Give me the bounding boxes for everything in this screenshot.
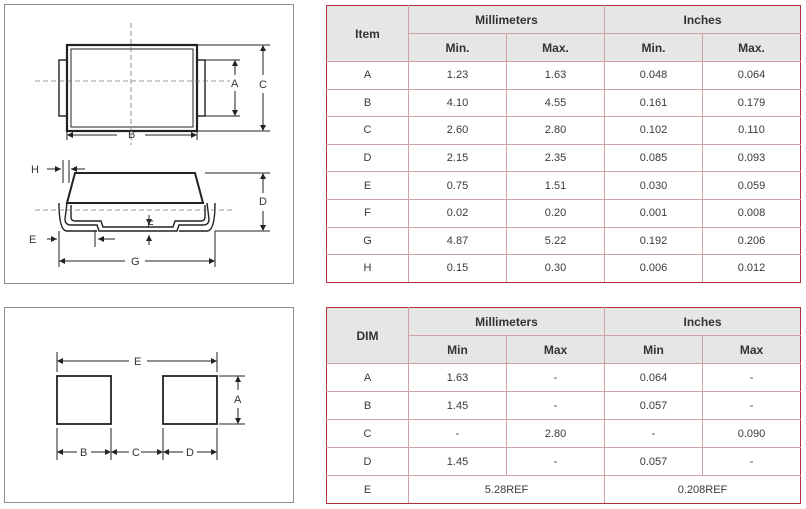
row-dim-cell: H xyxy=(327,255,409,283)
row-value-cell: 0.048 xyxy=(605,62,703,90)
row-value-cell: 2.15 xyxy=(409,144,507,172)
row-value-cell: 0.030 xyxy=(605,172,703,200)
row-value-cell: 0.102 xyxy=(605,117,703,145)
table-row xyxy=(327,144,801,172)
row-dim-cell: C xyxy=(327,117,409,145)
table-row xyxy=(327,364,801,392)
pad-label-a: A xyxy=(234,394,242,406)
row-value-cell: 2.80 xyxy=(507,117,605,145)
pad-layout-drawing xyxy=(4,307,294,503)
table-row xyxy=(327,255,801,283)
row-value-cell: 0.090 xyxy=(703,420,801,448)
dim-label-d: D xyxy=(259,196,267,208)
row-value-cell: - xyxy=(507,392,605,420)
row-value-cell: 2.60 xyxy=(409,117,507,145)
row-dim-cell: F xyxy=(327,199,409,227)
dim-label-c: C xyxy=(259,79,267,91)
row-value-cell: - xyxy=(409,420,507,448)
row-value-cell: 0.161 xyxy=(605,89,703,117)
row-value-cell: 1.51 xyxy=(507,172,605,200)
row-value-cell: 0.093 xyxy=(703,144,801,172)
dim-label-f: F xyxy=(147,219,154,231)
row-value-cell: 0.064 xyxy=(605,364,703,392)
package-outline-drawing xyxy=(4,4,294,284)
row-value-cell: 0.206 xyxy=(703,227,801,255)
row-value-cell: 0.057 xyxy=(605,448,703,476)
row-dim-cell: G xyxy=(327,227,409,255)
row-value-cell: 4.55 xyxy=(507,89,605,117)
row-value-cell: 1.45 xyxy=(409,448,507,476)
ref-row-in: 0.208REF xyxy=(605,476,801,504)
row-value-cell: 0.057 xyxy=(605,392,703,420)
row-value-cell: 0.008 xyxy=(703,199,801,227)
row-value-cell: - xyxy=(507,364,605,392)
row-value-cell: - xyxy=(703,364,801,392)
table-row xyxy=(327,392,801,420)
row-value-cell: 1.63 xyxy=(507,62,605,90)
row-value-cell: 0.30 xyxy=(507,255,605,283)
pad-label-d: D xyxy=(186,447,194,459)
in-max-header: Max. xyxy=(703,34,801,62)
row-dim-cell: A xyxy=(327,62,409,90)
row-value-cell: 0.15 xyxy=(409,255,507,283)
package-dimensions-table xyxy=(326,5,801,283)
millimeters-header-2: Millimeters xyxy=(409,308,605,336)
row-value-cell: 2.80 xyxy=(507,420,605,448)
mm-min-header-2: Min xyxy=(409,336,507,364)
row-value-cell: 0.02 xyxy=(409,199,507,227)
table-row xyxy=(327,420,801,448)
row-value-cell: 1.45 xyxy=(409,392,507,420)
row-value-cell: 4.87 xyxy=(409,227,507,255)
item-header: Item xyxy=(327,6,409,62)
table-row xyxy=(327,62,801,90)
millimeters-header: Millimeters xyxy=(409,6,605,34)
in-min-header: Min. xyxy=(605,34,703,62)
row-value-cell: 0.179 xyxy=(703,89,801,117)
row-dim-cell: C xyxy=(327,420,409,448)
row-dim-cell: E xyxy=(327,172,409,200)
in-min-header-2: Min xyxy=(605,336,703,364)
package-dimensions-body xyxy=(327,62,801,283)
table-row xyxy=(327,117,801,145)
pad-label-e: E xyxy=(134,356,142,368)
table-row xyxy=(327,172,801,200)
mm-max-header-2: Max xyxy=(507,336,605,364)
row-value-cell: 0.20 xyxy=(507,199,605,227)
row-value-cell: 0.75 xyxy=(409,172,507,200)
row-value-cell: 0.001 xyxy=(605,199,703,227)
row-dim-cell: D xyxy=(327,144,409,172)
row-value-cell: 1.23 xyxy=(409,62,507,90)
dim-label-b: B xyxy=(128,129,136,141)
in-max-header-2: Max xyxy=(703,336,801,364)
table-row xyxy=(327,89,801,117)
row-dim-cell: B xyxy=(327,392,409,420)
dim-label-h: H xyxy=(31,164,39,176)
package-outline-svg xyxy=(5,5,295,285)
row-value-cell: 0.059 xyxy=(703,172,801,200)
table-row xyxy=(327,448,801,476)
mm-max-header: Max. xyxy=(507,34,605,62)
dim-label-e: E xyxy=(29,234,37,246)
row-value-cell: 0.006 xyxy=(605,255,703,283)
pad-layout-svg xyxy=(5,308,295,504)
row-value-cell: 0.192 xyxy=(605,227,703,255)
row-value-cell: 0.085 xyxy=(605,144,703,172)
dim-label-a: A xyxy=(231,78,239,90)
ref-row-dim: E xyxy=(327,476,409,504)
row-value-cell: 0.110 xyxy=(703,117,801,145)
row-value-cell: - xyxy=(507,448,605,476)
row-value-cell: 5.22 xyxy=(507,227,605,255)
row-value-cell: 0.064 xyxy=(703,62,801,90)
row-value-cell: 4.10 xyxy=(409,89,507,117)
table-row xyxy=(327,227,801,255)
row-value-cell: - xyxy=(703,448,801,476)
pad-dimensions-table xyxy=(326,307,801,504)
row-value-cell: 2.35 xyxy=(507,144,605,172)
inches-header: Inches xyxy=(605,6,801,34)
dim-header: DIM xyxy=(327,308,409,364)
dim-label-g: G xyxy=(131,256,140,268)
row-value-cell: - xyxy=(703,392,801,420)
row-value-cell: - xyxy=(605,420,703,448)
mm-min-header: Min. xyxy=(409,34,507,62)
pad-label-c: C xyxy=(132,447,140,459)
row-dim-cell: D xyxy=(327,448,409,476)
table-row xyxy=(327,199,801,227)
pad-label-b: B xyxy=(80,447,88,459)
row-value-cell: 1.63 xyxy=(409,364,507,392)
row-dim-cell: A xyxy=(327,364,409,392)
row-value-cell: 0.012 xyxy=(703,255,801,283)
ref-row-mm: 5.28REF xyxy=(409,476,605,504)
row-dim-cell: B xyxy=(327,89,409,117)
pad-dimensions-body xyxy=(327,364,801,476)
inches-header-2: Inches xyxy=(605,308,801,336)
